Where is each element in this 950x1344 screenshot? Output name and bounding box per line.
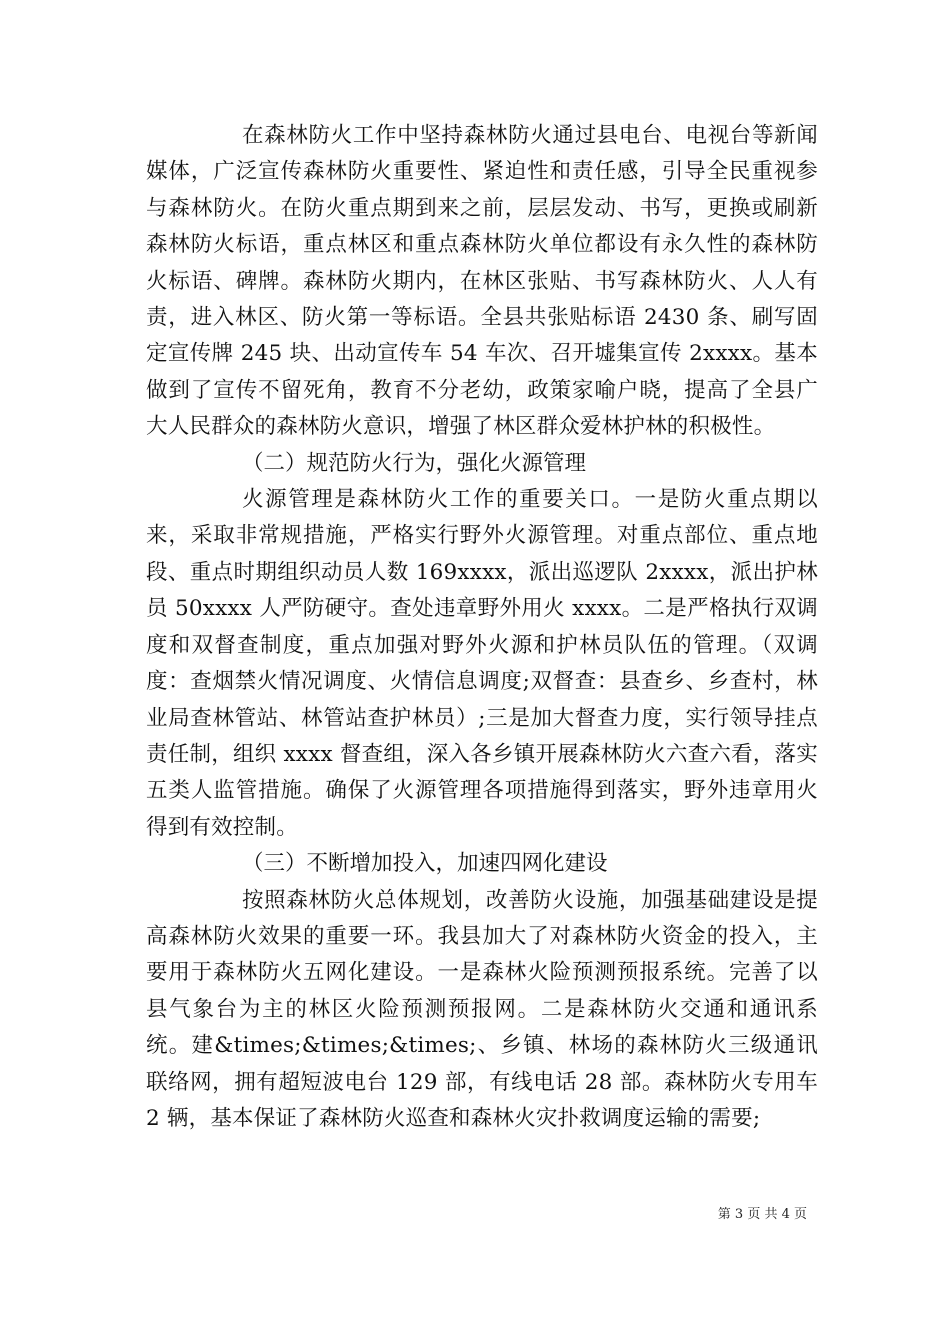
section-heading-fire-source: （二）规范防火行为，强化火源管理 — [242, 450, 587, 476]
paragraph-fire-source-management: 火源管理是森林防火工作的重要关口。一是防火重点期以来，采取非常规措施，严格实行野外火源管理。对重点部位、重点地段、重点时期组织动员人数 169xxxx，派出巡逻队 2xxxx，派出护林员 50xxxx 人严防硬守。查处违章野外用火 xxxx。二是严格执行双调度和双督查制度，重点加强对野外火源和护林员队伍的管理。（双调度：查烟禁火情况调度、火情信息调度;双督查：县查乡、乡查村，林业局查林管站、林管站查护林员）;三是加大督查力度，实行领导挂点责任制，组织 xxxx 督查组，深入各乡镇开展森林防火六查六看，落实五类人监管措施。确保了火源管理各项措施得到落实，野外违章用火得到有效控制。 — [146, 487, 818, 840]
document-body — [146, 118, 818, 1137]
section-heading-investment: （三）不断增加投入，加速四网化建设 — [242, 851, 608, 877]
paragraph-publicity: 在森林防火工作中坚持森林防火通过县电台、电视台等新闻媒体，广泛宣传森林防火重要性、紧迫性和责任感，引导全民重视参与森林防火。在防火重点期到来之前，层层发动、书写，更换或刷新森林防火标语，重点林区和重点森林防火单位都设有永久性的森林防火标语、碑牌。森林防火期内，在林区张贴、书写森林防火、人人有责，进入林区、防火第一等标语。全县共张贴标语 2430 条、刷写固定宣传牌 245 块、出动宣传车 54 车次、召开墟集宣传 2xxxx。基本做到了宣传不留死角，教育不分老幼，政策家喻户晓，提高了全县广大人民群众的森林防火意识，增强了林区群众爱林护林的积极性。 — [146, 123, 818, 440]
page-number: 第 3 页 共 4 页 — [717, 1207, 807, 1222]
paragraph-network-construction: 按照森林防火总体规划，改善防火设施，加强基础建设是提高森林防火效果的重要一环。我县加大了对森林防火资金的投入，主要用于森林防火五网化建设。一是森林火险预测预报系统。完善了以县气象台为主的林区火险预测预报网。二是森林防火交通和通讯系统。建&times;&times;&times;、乡镇、林场的森林防火三级通讯联络网，拥有超短波电台 129 部，有线电话 28 部。森林防火专用车 2 辆，基本保证了森林防火巡查和森林火灾扑救调度运输的需要; — [146, 887, 818, 1131]
